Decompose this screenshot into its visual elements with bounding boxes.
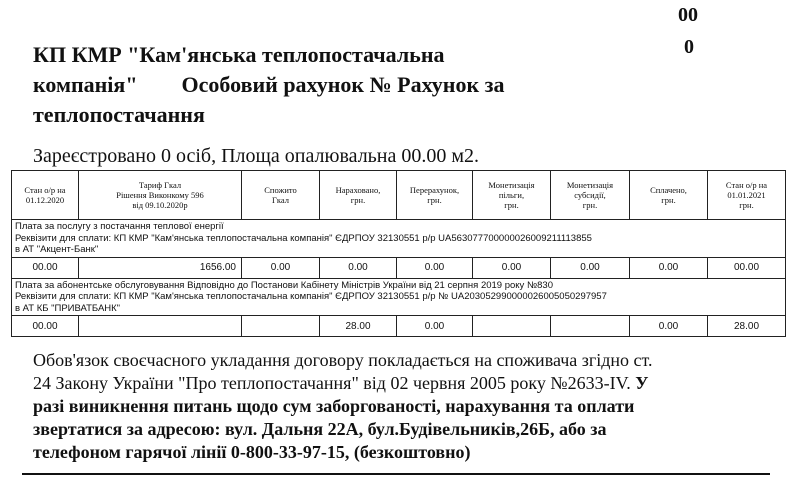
- recalculation-cell: 0.00: [397, 316, 473, 337]
- header-opening-balance: Стан о/р на 01.12.2020: [12, 171, 79, 220]
- paid-cell: 0.00: [630, 257, 708, 278]
- notice-line-3: разі виникнення питань щодо сум заборгованості, нарахування та оплати: [33, 396, 635, 416]
- header-recalculation: Перерахунок, грн.: [397, 171, 473, 220]
- account-title-line3: теплопостачання: [33, 102, 205, 127]
- service-title: Плата за послугу з постачання теплової енергії: [15, 221, 224, 232]
- tariff-cell: [79, 316, 242, 337]
- notice-line-4: [33, 418, 803, 441]
- payment-details: Реквізити для сплати: КП КМР "Кам'янська теплопостачальна компанія" ЄДРПОУ 32130551 р/р UA563077700000026009211113855: [15, 232, 592, 244]
- billing-table: [11, 170, 786, 337]
- subsidy-cell: 0.00: [551, 257, 630, 278]
- bank-name: в АТ КБ "ПРИВАТБАНК": [15, 302, 121, 314]
- closing-balance-cell: 00.00: [708, 257, 786, 278]
- table-header-row: [12, 171, 786, 220]
- notice-line-1: Обов'язок своєчасного укладання договору покладається на споживача згідно ст.: [33, 350, 653, 370]
- account-title: Особовий рахунок № Рахунок за: [181, 72, 505, 97]
- table-row: [12, 316, 786, 337]
- service-description-subscription: [12, 278, 786, 316]
- notice-line-5: [33, 441, 803, 464]
- header-benefit-monetization: Монетизація пільги, грн.: [473, 171, 551, 220]
- company-name-line1: КП КМР "Кам'янська теплопостачальна: [33, 42, 445, 67]
- consumed-cell: 0.00: [242, 257, 320, 278]
- company-header: [33, 40, 673, 130]
- header-charged: Нараховано, грн.: [320, 171, 397, 220]
- bank-name: в АТ "Акцент-Банк": [15, 244, 99, 255]
- corner-number-top: 00: [678, 4, 698, 26]
- recalculation-cell: 0.00: [397, 257, 473, 278]
- company-name-end: компанія": [33, 72, 138, 97]
- registration-info: Зареєстровано 0 осіб, Площа опалювальна 00.00 м2.: [33, 145, 480, 167]
- hotline-phone: телефоном гарячої лінії 0-800-33-97-15, (безкоштовно): [33, 442, 471, 462]
- corner-number-bottom: 0: [684, 36, 694, 58]
- header-subsidy-monetization: Монетизація субсидії, грн.: [551, 171, 630, 220]
- table-row: [12, 257, 786, 278]
- subsidy-cell: [551, 316, 630, 337]
- service-description-heat: [12, 220, 786, 258]
- payment-details: Реквізити для сплати: КП КМР "Кам'янська теплопостачальна компанія" ЄДРПОУ 32130551 р/р № UA203052990000026005050297957: [15, 291, 607, 302]
- consumed-cell: [242, 316, 320, 337]
- header-tariff: Тариф Гкал Рішення Виконкому 596 від 09.10.2020р: [79, 171, 242, 220]
- bottom-divider: [22, 473, 770, 475]
- service-details: [12, 220, 786, 258]
- service-details: [12, 278, 786, 316]
- charged-cell: 0.00: [320, 257, 397, 278]
- tariff-cell: 1656.00: [79, 257, 242, 278]
- header-closing-balance: Стан о/р на 01.01.2021 грн.: [708, 171, 786, 220]
- contact-intro: У: [630, 373, 649, 393]
- header-paid: Сплачено, грн.: [630, 171, 708, 220]
- paid-cell: 0.00: [630, 316, 708, 337]
- footer-notice: [33, 349, 803, 464]
- law-reference: 24 Закону України "Про теплопостачання" від 02 червня 2005 року №2633-IV.: [33, 373, 631, 393]
- opening-balance-cell: 00.00: [12, 316, 79, 337]
- company-name-line2: [33, 70, 673, 100]
- benefit-cell: 0.00: [473, 257, 551, 278]
- header-consumed: Спожито Гкал: [242, 171, 320, 220]
- charged-cell: 28.00: [320, 316, 397, 337]
- service-title: Плата за абонентське обслуговування Відповідно до Постанови Кабінету Міністрів України від 21 серпня 2019 року №830: [15, 279, 553, 291]
- closing-balance-cell: 28.00: [708, 316, 786, 337]
- contact-address: звертатися за адресою: вул. Дальня 22А, бул.Будівельників,26Б, або за: [33, 419, 607, 439]
- opening-balance-cell: 00.00: [12, 257, 79, 278]
- benefit-cell: [473, 316, 551, 337]
- notice-line-2: [33, 372, 803, 395]
